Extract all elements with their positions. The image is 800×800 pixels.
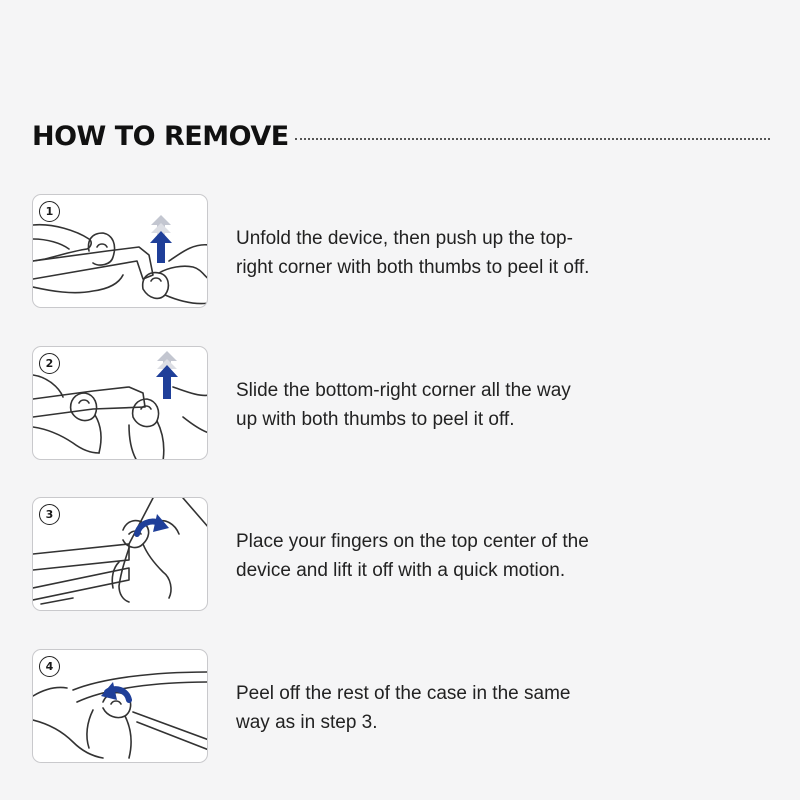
step-4 bbox=[32, 649, 772, 767]
step-number-badge: 1 bbox=[39, 201, 60, 222]
step-number-badge: 2 bbox=[39, 353, 60, 374]
description-line: Place your fingers on the top center of the bbox=[236, 531, 589, 552]
step-number-badge: 3 bbox=[39, 504, 60, 525]
description-line: right corner with both thumbs to peel it off. bbox=[236, 257, 590, 278]
description-line: Slide the bottom-right corner all the way bbox=[236, 380, 571, 401]
step-3-description bbox=[236, 527, 656, 585]
step-3-illustration bbox=[32, 497, 208, 611]
step-2-illustration bbox=[32, 346, 208, 460]
section-header bbox=[32, 118, 770, 154]
step-2-description bbox=[236, 376, 656, 434]
dotted-divider bbox=[295, 138, 770, 140]
push-up-arrow-icon bbox=[150, 215, 172, 263]
step-4-illustration bbox=[32, 649, 208, 763]
step-3 bbox=[32, 497, 772, 615]
step-4-description bbox=[236, 679, 656, 737]
push-up-arrow-icon bbox=[156, 351, 178, 399]
curved-lift-arrow-icon bbox=[137, 514, 169, 534]
step-1-description bbox=[236, 224, 656, 282]
description-line: Peel off the rest of the case in the same bbox=[236, 683, 571, 704]
step-number-badge: 4 bbox=[39, 656, 60, 677]
page-title: HOW TO REMOVE bbox=[32, 120, 289, 152]
step-1-illustration bbox=[32, 194, 208, 308]
step-2 bbox=[32, 346, 772, 464]
description-line: way as in step 3. bbox=[236, 712, 378, 733]
step-1 bbox=[32, 194, 772, 312]
description-line: device and lift it off with a quick motion. bbox=[236, 560, 566, 581]
description-line: up with both thumbs to peel it off. bbox=[236, 409, 515, 430]
description-line: Unfold the device, then push up the top- bbox=[236, 228, 573, 249]
